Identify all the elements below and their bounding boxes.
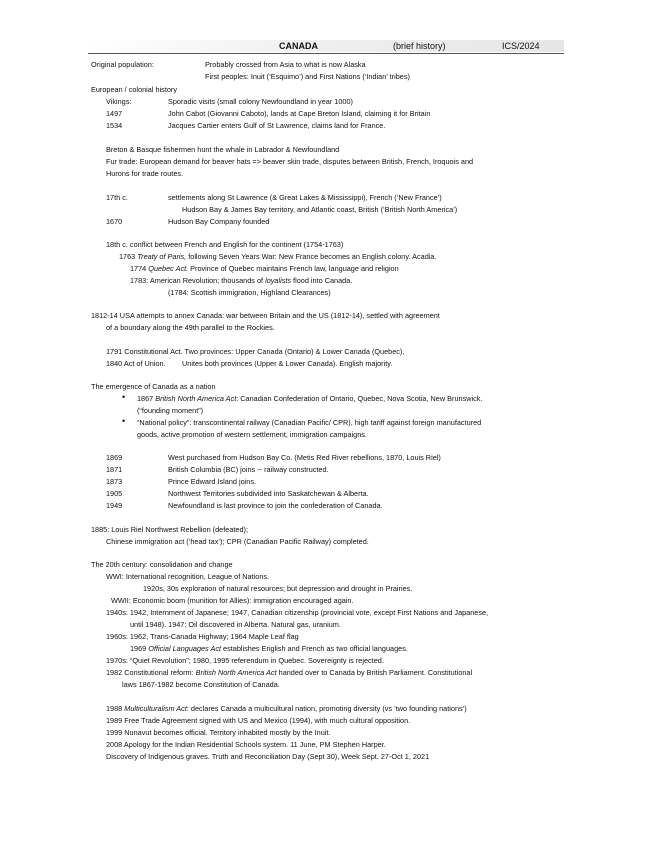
recent-line-3: 1999 Nunavut becomes official. Territory inhabited mostly by the Inuit. bbox=[106, 728, 331, 737]
colonial-heading: European / colonial history bbox=[91, 85, 177, 94]
recent-line-4: 2008 Apology for the Indian Residential Schools system. 11 June, PM Stephen Harper. bbox=[106, 740, 386, 749]
c18-heading: 18th c. conflict between French and English for the continent (1754-1763) bbox=[106, 240, 344, 249]
nation-val-0: West purchased from Hudson Bay Co. (Metis Red River rebellions, 1870, Louis Riel) bbox=[168, 453, 441, 462]
nation-key-0: 1869 bbox=[106, 453, 123, 462]
basque-line: Breton & Basque fishermen hunt the whale in Labrador & Newfoundland bbox=[106, 145, 340, 154]
original-label: Original population: bbox=[91, 60, 154, 69]
recent-line-5: Discovery of Indigenous graves. Truth and Reconciliation Day (Sept 30), Week Sept. 27-Oct 1, 2021 bbox=[106, 752, 430, 761]
colonial-key-2: 1534 bbox=[106, 121, 123, 130]
fur-line-2: Hurons for trade routes. bbox=[106, 169, 184, 178]
c20-heading: The 20th century: consolidation and change bbox=[91, 560, 233, 569]
nation-bullet-1: 1867 British North America Act: Canadian Confederation of Ontario, Quebec, Nova Scotia, New Brunswick. bbox=[137, 394, 483, 403]
nation-bullet-1-cont: (“founding moment”) bbox=[137, 406, 204, 415]
colonial-val-2: Jacques Cartier enters Gulf of St Lawrence, claims land for France. bbox=[168, 121, 386, 130]
c17-key-3: 1670 bbox=[106, 217, 123, 226]
colonial-val-0: Sporadic visits (small colony Newfoundland in year 1000) bbox=[168, 97, 353, 106]
acts-line-2-key: 1840 Act of Union. bbox=[106, 359, 166, 368]
nation-val-2: Prince Edward Island joins. bbox=[168, 477, 257, 486]
colonial-val-1: John Cabot (Giovanni Caboto), lands at Cape Breton Island, claiming it for Britain bbox=[168, 109, 431, 118]
doc-title: CANADA bbox=[279, 41, 318, 51]
nation-val-3: Northwest Territories subdivided into Saskatchewan & Alberta. bbox=[168, 489, 369, 498]
colonial-key-0: Vikings: bbox=[106, 97, 132, 106]
original-line-2: First peoples: Inuit (‘Esquimo’) and First Nations (‘Indian’ tribes) bbox=[205, 72, 410, 81]
c20-line-7: 1969 Official Languages Act establishes English and French as two official languages. bbox=[130, 644, 408, 653]
nation-key-3: 1905 bbox=[106, 489, 123, 498]
c18-line-1: 1763 Treaty of Paris, following Seven Years War: New France becomes an English colony. Acadia. bbox=[119, 252, 437, 261]
c20-line-2: 1920s, 30s exploration of natural resources; but depression and drought in Prairies. bbox=[143, 584, 413, 593]
riel-line-2: Chinese immigration act (‘head tax’); CPR (Canadian Pacific Railway) completed. bbox=[106, 537, 369, 546]
war1812-line-1: 1812-14 USA attempts to annex Canada: war between Britain and the US (1812-14), settled with agreement bbox=[91, 311, 440, 320]
c18-line-2: 1774 Quebec Act. Province of Quebec maintains French law, language and religion bbox=[130, 264, 399, 273]
c20-line-10: laws 1867-1982 become Constitution of Canada. bbox=[122, 680, 280, 689]
bullet-1: • bbox=[122, 392, 126, 402]
c18-line-3: 1783: American Revolution; thousands of loyalists flood into Canada. bbox=[130, 276, 353, 285]
c18-line-4: (1784: Scottish immigration, Highland Clearances) bbox=[168, 288, 331, 297]
nation-val-4: Newfoundland is last province to join the confederation of Canada. bbox=[168, 501, 383, 510]
nation-val-1: British Columbia (BC) joins -- railway constructed. bbox=[168, 465, 329, 474]
c20-line-1: WWI: International recognition, League of Nations. bbox=[106, 572, 270, 581]
riel-line-1: 1885: Louis Riel Northwest Rebellion (defeated); bbox=[91, 525, 248, 534]
c20-line-6: 1960s: 1962, Trans-Canada Highway; 1964 Maple Leaf flag bbox=[106, 632, 299, 641]
recent-line-1: 1988 Multiculturalism Act: declares Canada a multicultural nation, promoting diversity (vs ‘two founding nations’) bbox=[106, 704, 467, 713]
doc-subtitle: (brief history) bbox=[393, 41, 446, 51]
war1812-line-2: of a boundary along the 49th parallel to the Rockies. bbox=[106, 323, 275, 332]
nation-key-1: 1871 bbox=[106, 465, 123, 474]
c17-val-3: Hudson Bay Company founded bbox=[168, 217, 270, 226]
recent-line-2: 1989 Free Trade Agreement signed with US and Mexico (1994), with much cultural opposition. bbox=[106, 716, 411, 725]
c17-val-1: settlements along St Lawrence (& Great Lakes & Mississippi), French (‘New France’) bbox=[168, 193, 442, 202]
c17-key-1: 17th c. bbox=[106, 193, 128, 202]
fur-line-1: Fur trade: European demand for beaver hats => beaver skin trade, disputes between British, French, Iroquois and bbox=[106, 157, 474, 166]
acts-line-2-val: Unites both provinces (Upper & Lower Canada). English majority. bbox=[182, 359, 393, 368]
document-header bbox=[88, 40, 564, 54]
doc-code: ICS/2024 bbox=[502, 41, 540, 51]
c20-line-4: 1940s: 1942, Internment of Japanese; 1947, Canadian citizenship (provincial vote, except First Nations and Japanese, bbox=[106, 608, 489, 617]
nation-key-2: 1873 bbox=[106, 477, 123, 486]
colonial-key-1: 1497 bbox=[106, 109, 123, 118]
bullet-2: • bbox=[122, 416, 126, 426]
c20-line-9: 1982 Constitutional reform: British North America Act handed over to Canada by British Parliament. Constitutional bbox=[106, 668, 473, 677]
c20-line-5: until 1948). 1947: Oil discovered in Alberta. Natural gas, uranium. bbox=[130, 620, 341, 629]
acts-line-1: 1791 Constitutional Act. Two provinces: Upper Canada (Ontario) & Lower Canada (Quebec), bbox=[106, 347, 405, 356]
nation-bullet-2: “National policy”: transcontinental railway (Canadian Pacific/ CPR), high tariff against foreign manufactured bbox=[137, 418, 482, 427]
c20-line-3: WWII: Economic boom (munition for Allies): immigration encouraged again. bbox=[111, 596, 354, 605]
header-shading bbox=[88, 40, 564, 52]
nation-key-4: 1949 bbox=[106, 501, 123, 510]
c17-val-2: Hudson Bay & James Bay territory, and Atlantic coast, British (‘British North America’) bbox=[182, 205, 458, 214]
nation-heading: The emergence of Canada as a nation bbox=[91, 382, 216, 391]
c20-line-8: 1970s: “Quiet Revolution”; 1980, 1995 referendum in Quebec. Sovereignty is rejected. bbox=[106, 656, 384, 665]
original-line-1: Probably crossed from Asia to what is now Alaska bbox=[205, 60, 366, 69]
nation-bullet-2-cont: goods, active promotion of western settlement, immigration campaigns. bbox=[137, 430, 367, 439]
